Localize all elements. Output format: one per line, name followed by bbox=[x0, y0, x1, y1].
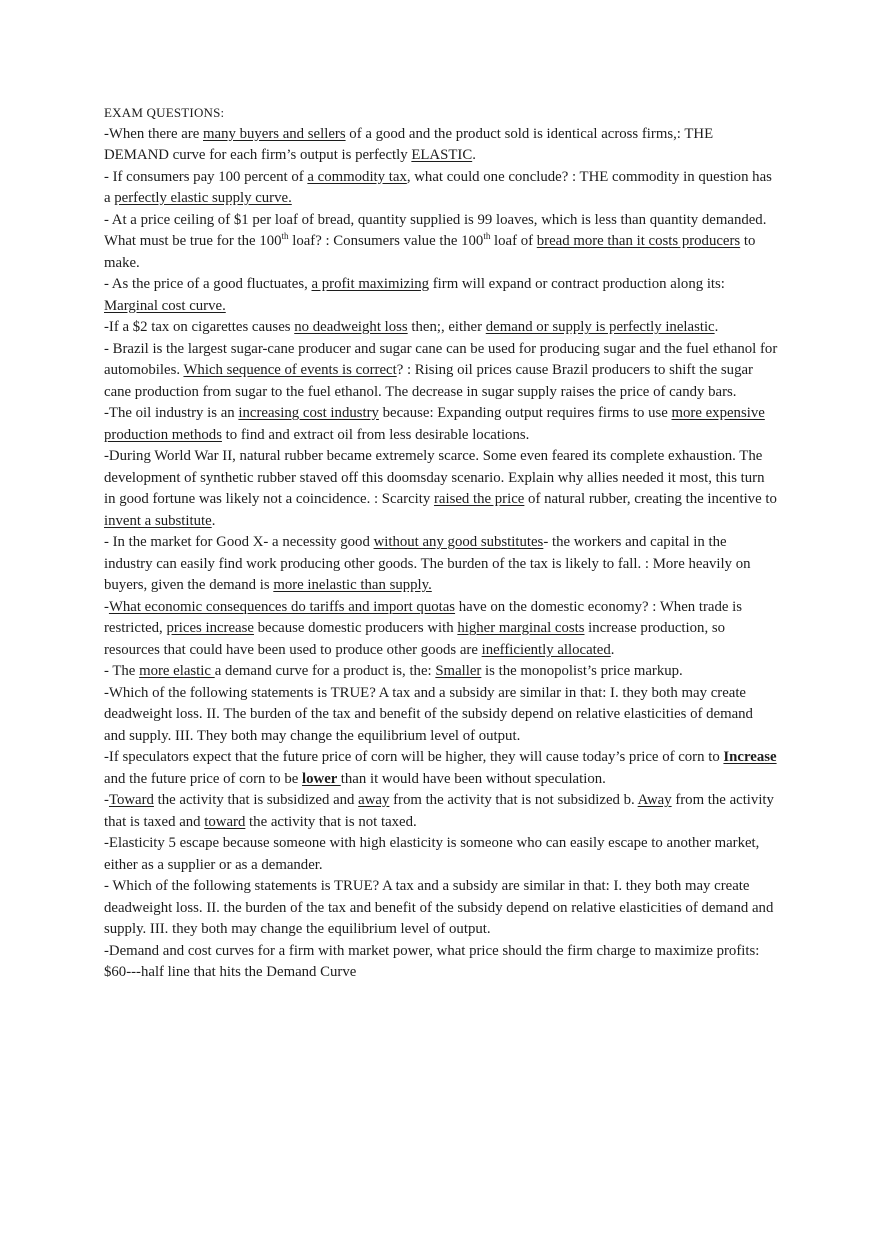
underlined-text: a profit maximizing bbox=[311, 276, 430, 292]
text-run: - bbox=[104, 792, 109, 808]
text-run: . bbox=[714, 319, 719, 335]
question-paragraph bbox=[104, 339, 778, 404]
question-paragraph bbox=[104, 532, 778, 597]
question-paragraph bbox=[104, 661, 778, 683]
question-paragraph bbox=[104, 446, 778, 532]
document-heading: EXAM QUESTIONS: bbox=[104, 105, 225, 120]
underlined-text: lower bbox=[302, 770, 341, 787]
underlined-text: Smaller bbox=[435, 663, 482, 679]
text-run: - the workers and capital in the industry can easily find work producing other goods. The burden of the tax is likely to fall. : More heavily on buyers, given the demand is bbox=[104, 534, 751, 593]
text-run: - As the price of a good fluctuates, bbox=[104, 276, 312, 292]
text-run: -If a $2 tax on cigarettes causes bbox=[104, 319, 295, 335]
superscript-text: th bbox=[483, 231, 491, 242]
text-run: -During World War II, natural rubber became extremely scarce. Some even feared its complete exhaustion. The development of synthetic rubber staved off this doomsday scenario. Explain why allies needed it most, this turn in good fortune was likely not a coincidence. : Scarcity bbox=[104, 448, 765, 507]
underlined-text: bread more than it costs producers bbox=[536, 233, 741, 249]
superscript-text: th bbox=[281, 231, 289, 242]
underlined-text: toward bbox=[204, 813, 246, 830]
text-run: the activity that is subsidized and bbox=[153, 792, 359, 808]
question-paragraph bbox=[104, 210, 778, 275]
text-run: from the activity that is taxed and bbox=[104, 792, 774, 830]
underlined-text: Marginal cost curve. bbox=[104, 297, 226, 314]
underlined-text: Increase bbox=[723, 749, 777, 765]
text-run: -Which of the following statements is TRUE? A tax and a subsidy are similar in that: I. they both may create deadweight loss. II. The burden of the tax and benefit of the subsidy depend on relative elasticities of demand and supply. III. They both may change the equilibrium level of output. bbox=[104, 684, 753, 744]
question-paragraph bbox=[104, 167, 778, 210]
question-paragraph bbox=[104, 876, 778, 941]
question-paragraph bbox=[104, 747, 778, 790]
text-run: loaf? : Consumers value the 100 bbox=[288, 233, 484, 249]
text-run: . bbox=[610, 641, 615, 658]
text-run: to find and extract oil from less desirable locations. bbox=[221, 426, 530, 443]
underlined-text: invent a substitute bbox=[104, 512, 212, 529]
text-run: of natural rubber, creating the incentive to bbox=[524, 491, 777, 507]
text-run: - At a price ceiling of $1 per loaf of bread, quantity supplied is 99 loaves, which is less than quantity demanded. What must be true for the 100 bbox=[104, 211, 767, 249]
text-run: than it would have been without speculation. bbox=[340, 770, 606, 787]
text-run: ? : Rising oil prices cause Brazil producers to shift the sugar cane production from sugar to the fuel ethanol. The decrease in sugar supply raises the price of candy bars. bbox=[104, 362, 753, 400]
question-paragraph bbox=[104, 317, 778, 339]
text-run: because: Expanding output requires firms to use bbox=[378, 405, 672, 421]
text-run: because domestic producers with bbox=[253, 620, 458, 636]
underlined-text: inefficiently allocated bbox=[481, 641, 611, 658]
text-run: -The oil industry is an bbox=[104, 405, 239, 421]
text-run: have on the domestic economy? : When trade is restricted, bbox=[104, 598, 743, 636]
underlined-text: ELASTIC bbox=[411, 147, 473, 163]
underlined-text: What economic consequences do tariffs and import quotas bbox=[108, 598, 456, 615]
question-paragraph bbox=[104, 597, 778, 662]
underlined-text: Which sequence of events is correct bbox=[183, 362, 397, 378]
underlined-text: higher marginal costs bbox=[457, 620, 585, 636]
question-paragraph bbox=[104, 833, 778, 876]
underlined-text: demand or supply is perfectly inelastic bbox=[485, 319, 715, 335]
underlined-text: without any good substitutes bbox=[373, 534, 544, 550]
question-paragraph bbox=[104, 790, 778, 833]
question-paragraph bbox=[104, 403, 778, 446]
question-paragraph bbox=[104, 274, 778, 317]
text-run: of a good and the product sold is identical across firms,: THE DEMAND curve for each firm’s output is perfectly bbox=[104, 125, 714, 163]
underlined-text: more expensive production methods bbox=[104, 405, 765, 443]
text-run: , what could one conclude? : THE commodity in question has a bbox=[104, 168, 772, 206]
text-run: -Demand and cost curves for a firm with market power, what price should the firm charge to maximize profits: $60---half line that hits the Demand Curve bbox=[104, 942, 760, 980]
text-run: to make. bbox=[104, 233, 756, 271]
text-run: . bbox=[211, 512, 216, 529]
text-run: - Brazil is the largest sugar-cane producer and sugar cane can be used for producing sugar and the fuel ethanol for automobiles. bbox=[104, 340, 778, 378]
underlined-text: many buyers and sellers bbox=[203, 125, 346, 142]
text-run: - In the market for Good X- a necessity good bbox=[104, 534, 374, 550]
question-paragraph bbox=[104, 124, 778, 167]
text-run: - The bbox=[104, 663, 140, 679]
underlined-text: perfectly elastic supply curve. bbox=[114, 190, 292, 206]
text-run: is the monopolist’s price markup. bbox=[481, 663, 683, 679]
question-paragraph bbox=[104, 683, 778, 748]
text-run: . bbox=[472, 147, 476, 163]
underlined-text: increasing cost industry bbox=[238, 405, 379, 421]
text-run: - If consumers pay 100 percent of bbox=[104, 168, 308, 185]
underlined-text: away bbox=[358, 792, 390, 808]
text-run: -If speculators expect that the future price of corn will be higher, they will cause today’s price of corn to bbox=[104, 749, 724, 765]
underlined-text: a commodity tax bbox=[307, 168, 407, 185]
underlined-text: raised the price bbox=[433, 491, 525, 507]
text-run: then;, either bbox=[407, 319, 486, 335]
text-run: - bbox=[104, 598, 109, 615]
text-run: the activity that is not taxed. bbox=[245, 813, 417, 830]
text-run: a demand curve for a product is, the: bbox=[214, 663, 436, 679]
text-run: loaf of bbox=[490, 233, 537, 249]
document-page bbox=[104, 102, 778, 984]
text-run: firm will expand or contract production along its: bbox=[429, 276, 725, 292]
underlined-text: no deadweight loss bbox=[294, 319, 408, 335]
underlined-text: more inelastic than supply. bbox=[273, 577, 432, 593]
underlined-text: Away bbox=[637, 792, 672, 808]
text-run: -Elasticity 5 escape because someone with high elasticity is someone who can easily escape to another market, either as a supplier or as a demander. bbox=[104, 835, 760, 873]
text-run: -When there are bbox=[104, 125, 203, 142]
text-run: and the future price of corn to be bbox=[104, 770, 303, 787]
underlined-text: Toward bbox=[108, 792, 154, 808]
text-run: increase production, so resources that could have been used to produce other goods are bbox=[104, 620, 726, 658]
underlined-text: prices increase bbox=[166, 620, 254, 636]
text-run: from the activity that is not subsidized b. bbox=[389, 792, 638, 808]
underlined-text: more elastic bbox=[139, 663, 215, 679]
question-list bbox=[104, 124, 778, 984]
question-paragraph bbox=[104, 941, 778, 984]
text-run: - Which of the following statements is TRUE? A tax and a subsidy are similar in that: I. they both may create deadweight loss. II. the burden of the tax and benefit of the subsidy depend on relative elasticities of demand and supply. III. they both may change the equilibrium level of output. bbox=[104, 878, 774, 937]
